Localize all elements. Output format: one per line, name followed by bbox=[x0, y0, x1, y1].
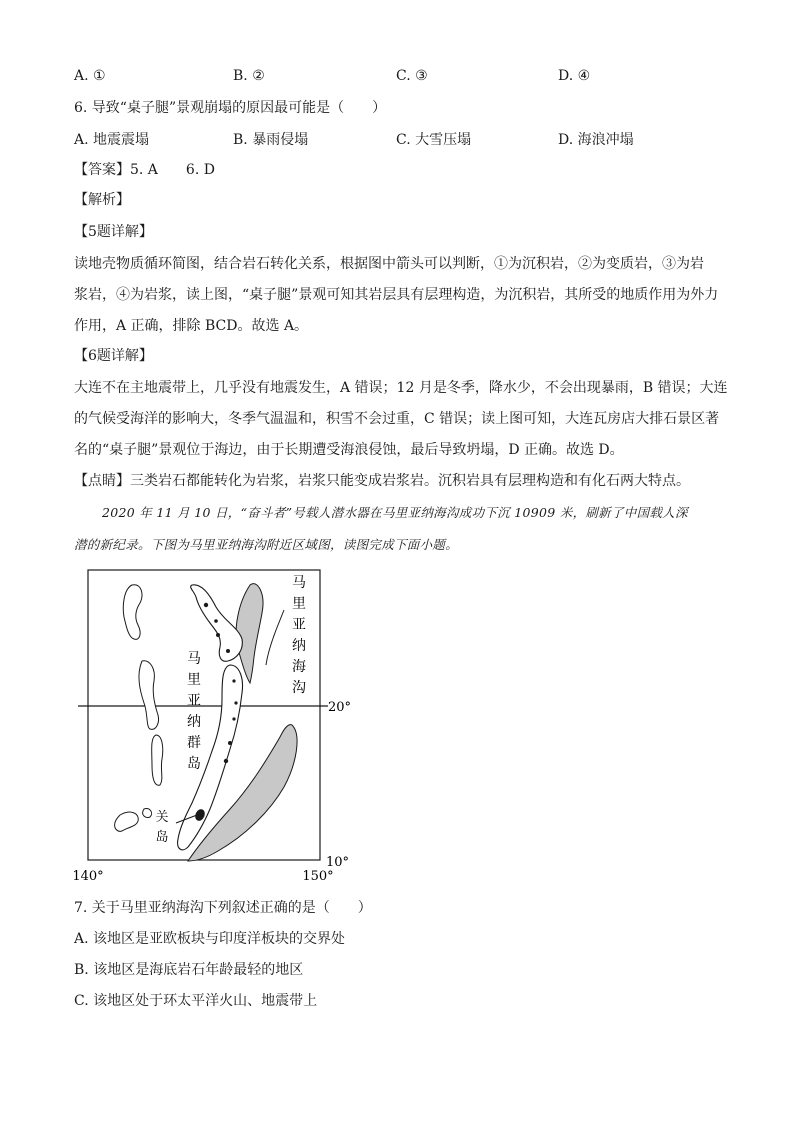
island-dot bbox=[216, 633, 220, 637]
guam-label-char: 岛 bbox=[155, 830, 169, 845]
left-island-5 bbox=[143, 809, 152, 818]
islands-label-char: 里 bbox=[187, 672, 201, 688]
intro-line-2: 潜的新纪录。下图为马里亚纳海沟附近区域图，读图完成下面小题。 bbox=[74, 537, 459, 552]
detail6-line-1: 大连不在主地震带上，几乎没有地震发生，A 错误；12 月是冬季，降水少，不会出现暴雨，B 错误；大连 bbox=[74, 380, 728, 396]
answer-line bbox=[74, 160, 215, 180]
trench-upper bbox=[236, 584, 263, 683]
intro-line-1: 2020 年 11 月 10 日，“奋斗者”号载人潜水器在马里亚纳海沟成功下沉 10909 米，刷新了中国载人深 bbox=[102, 505, 688, 520]
mariana-islands-north bbox=[191, 585, 243, 662]
guam-label-char: 关 bbox=[155, 810, 169, 825]
island-dot bbox=[232, 717, 235, 720]
latitude-20-label: 20° bbox=[328, 700, 352, 715]
q7-option-b: B. 该地区是海底岩石年龄最轻的地区 bbox=[74, 962, 304, 978]
q6-option-a: A. 地震震塌 bbox=[74, 132, 150, 148]
left-island-2 bbox=[139, 661, 159, 730]
detail5-line-3: 作用，A 正确，排除 BCD。故选 A。 bbox=[74, 318, 309, 334]
longitude-150-label: 150° bbox=[302, 869, 334, 884]
detail5-line-1: 读地壳物质循环简图，结合岩石转化关系，根据图中箭头可以判断，①为沉积岩，②为变质岩，③为岩 bbox=[74, 256, 704, 272]
mariana-map bbox=[70, 565, 370, 885]
trench-label-char: 里 bbox=[292, 596, 306, 612]
trench-label-char: 马 bbox=[292, 575, 306, 591]
detail5-line-2: 浆岩，④为岩浆，读上图，“桌子腿”景观可知其岩层具有层理构造，为沉积岩，其所受的地质作用为外力 bbox=[74, 287, 719, 303]
island-dot bbox=[224, 759, 228, 763]
q6-stem: 6. 导致“桌子腿”景观崩塌的原因最可能是（ ） bbox=[74, 100, 387, 116]
q6-option-d: D. 海浪冲塌 bbox=[558, 132, 634, 148]
trench-label-char: 沟 bbox=[292, 680, 306, 696]
latitude-10-label: 10° bbox=[326, 855, 350, 870]
q6-option-b: B. 暴雨侵塌 bbox=[233, 132, 309, 148]
trench-label-char: 纳 bbox=[292, 638, 306, 654]
island-dot bbox=[204, 603, 208, 607]
trench-label-char: 海 bbox=[292, 659, 306, 675]
q5-option-a: A. ① bbox=[74, 68, 106, 84]
islands-label-char: 群 bbox=[187, 735, 201, 751]
tip-line bbox=[74, 471, 690, 491]
islands-label-char: 亚 bbox=[187, 693, 201, 709]
q5-option-b: B. ② bbox=[233, 68, 265, 84]
island-dot bbox=[214, 619, 218, 623]
longitude-140-label: 140° bbox=[72, 869, 104, 884]
trench-label-char: 亚 bbox=[292, 617, 306, 633]
q7-option-c: C. 该地区处于环太平洋火山、地震带上 bbox=[74, 993, 318, 1009]
detail6-line-3: 名的“桌子腿”景观位于海边，由于长期遭受海浪侵蚀，最后导致坍塌，D 正确。故选 D。 bbox=[74, 442, 624, 458]
q6-option-c: C. 大雪压塌 bbox=[396, 132, 472, 148]
islands-label-char: 马 bbox=[187, 651, 201, 667]
left-island-3 bbox=[152, 735, 163, 785]
analysis-label: 【解析】 bbox=[74, 192, 130, 208]
left-island-1 bbox=[123, 585, 142, 640]
answer-label: 【答案】 bbox=[74, 162, 130, 178]
detail5-label: 【5题详解】 bbox=[74, 224, 153, 240]
q5-option-d: D. ④ bbox=[558, 68, 591, 84]
tip-label: 【点睛】 bbox=[74, 473, 130, 489]
island-dot bbox=[226, 649, 230, 653]
answer-text: 5. A 6. D bbox=[130, 162, 215, 178]
island-dot bbox=[232, 679, 235, 682]
islands-label-char: 岛 bbox=[187, 756, 201, 772]
island-dot bbox=[228, 741, 232, 745]
q7-stem: 7. 关于马里亚纳海沟下列叙述正确的是（ ） bbox=[74, 900, 372, 916]
islands-label-char: 纳 bbox=[187, 714, 201, 730]
detail6-label: 【6题详解】 bbox=[74, 348, 153, 364]
trench-pointer bbox=[266, 610, 284, 665]
left-island-4 bbox=[115, 812, 139, 831]
detail6-line-2: 的气候受海洋的影响大，冬季气温温和，积雪不会过重，C 错误；读上图可知，大连瓦房店大排石景区著 bbox=[74, 411, 720, 427]
q5-option-c: C. ③ bbox=[396, 68, 428, 84]
tip-text: 三类岩石都能转化为岩浆，岩浆只能变成岩浆岩。沉积岩具有层理构造和有化石两大特点。 bbox=[130, 473, 690, 489]
island-dot bbox=[234, 701, 237, 704]
q7-option-a: A. 该地区是亚欧板块与印度洋板块的交界处 bbox=[74, 931, 346, 947]
